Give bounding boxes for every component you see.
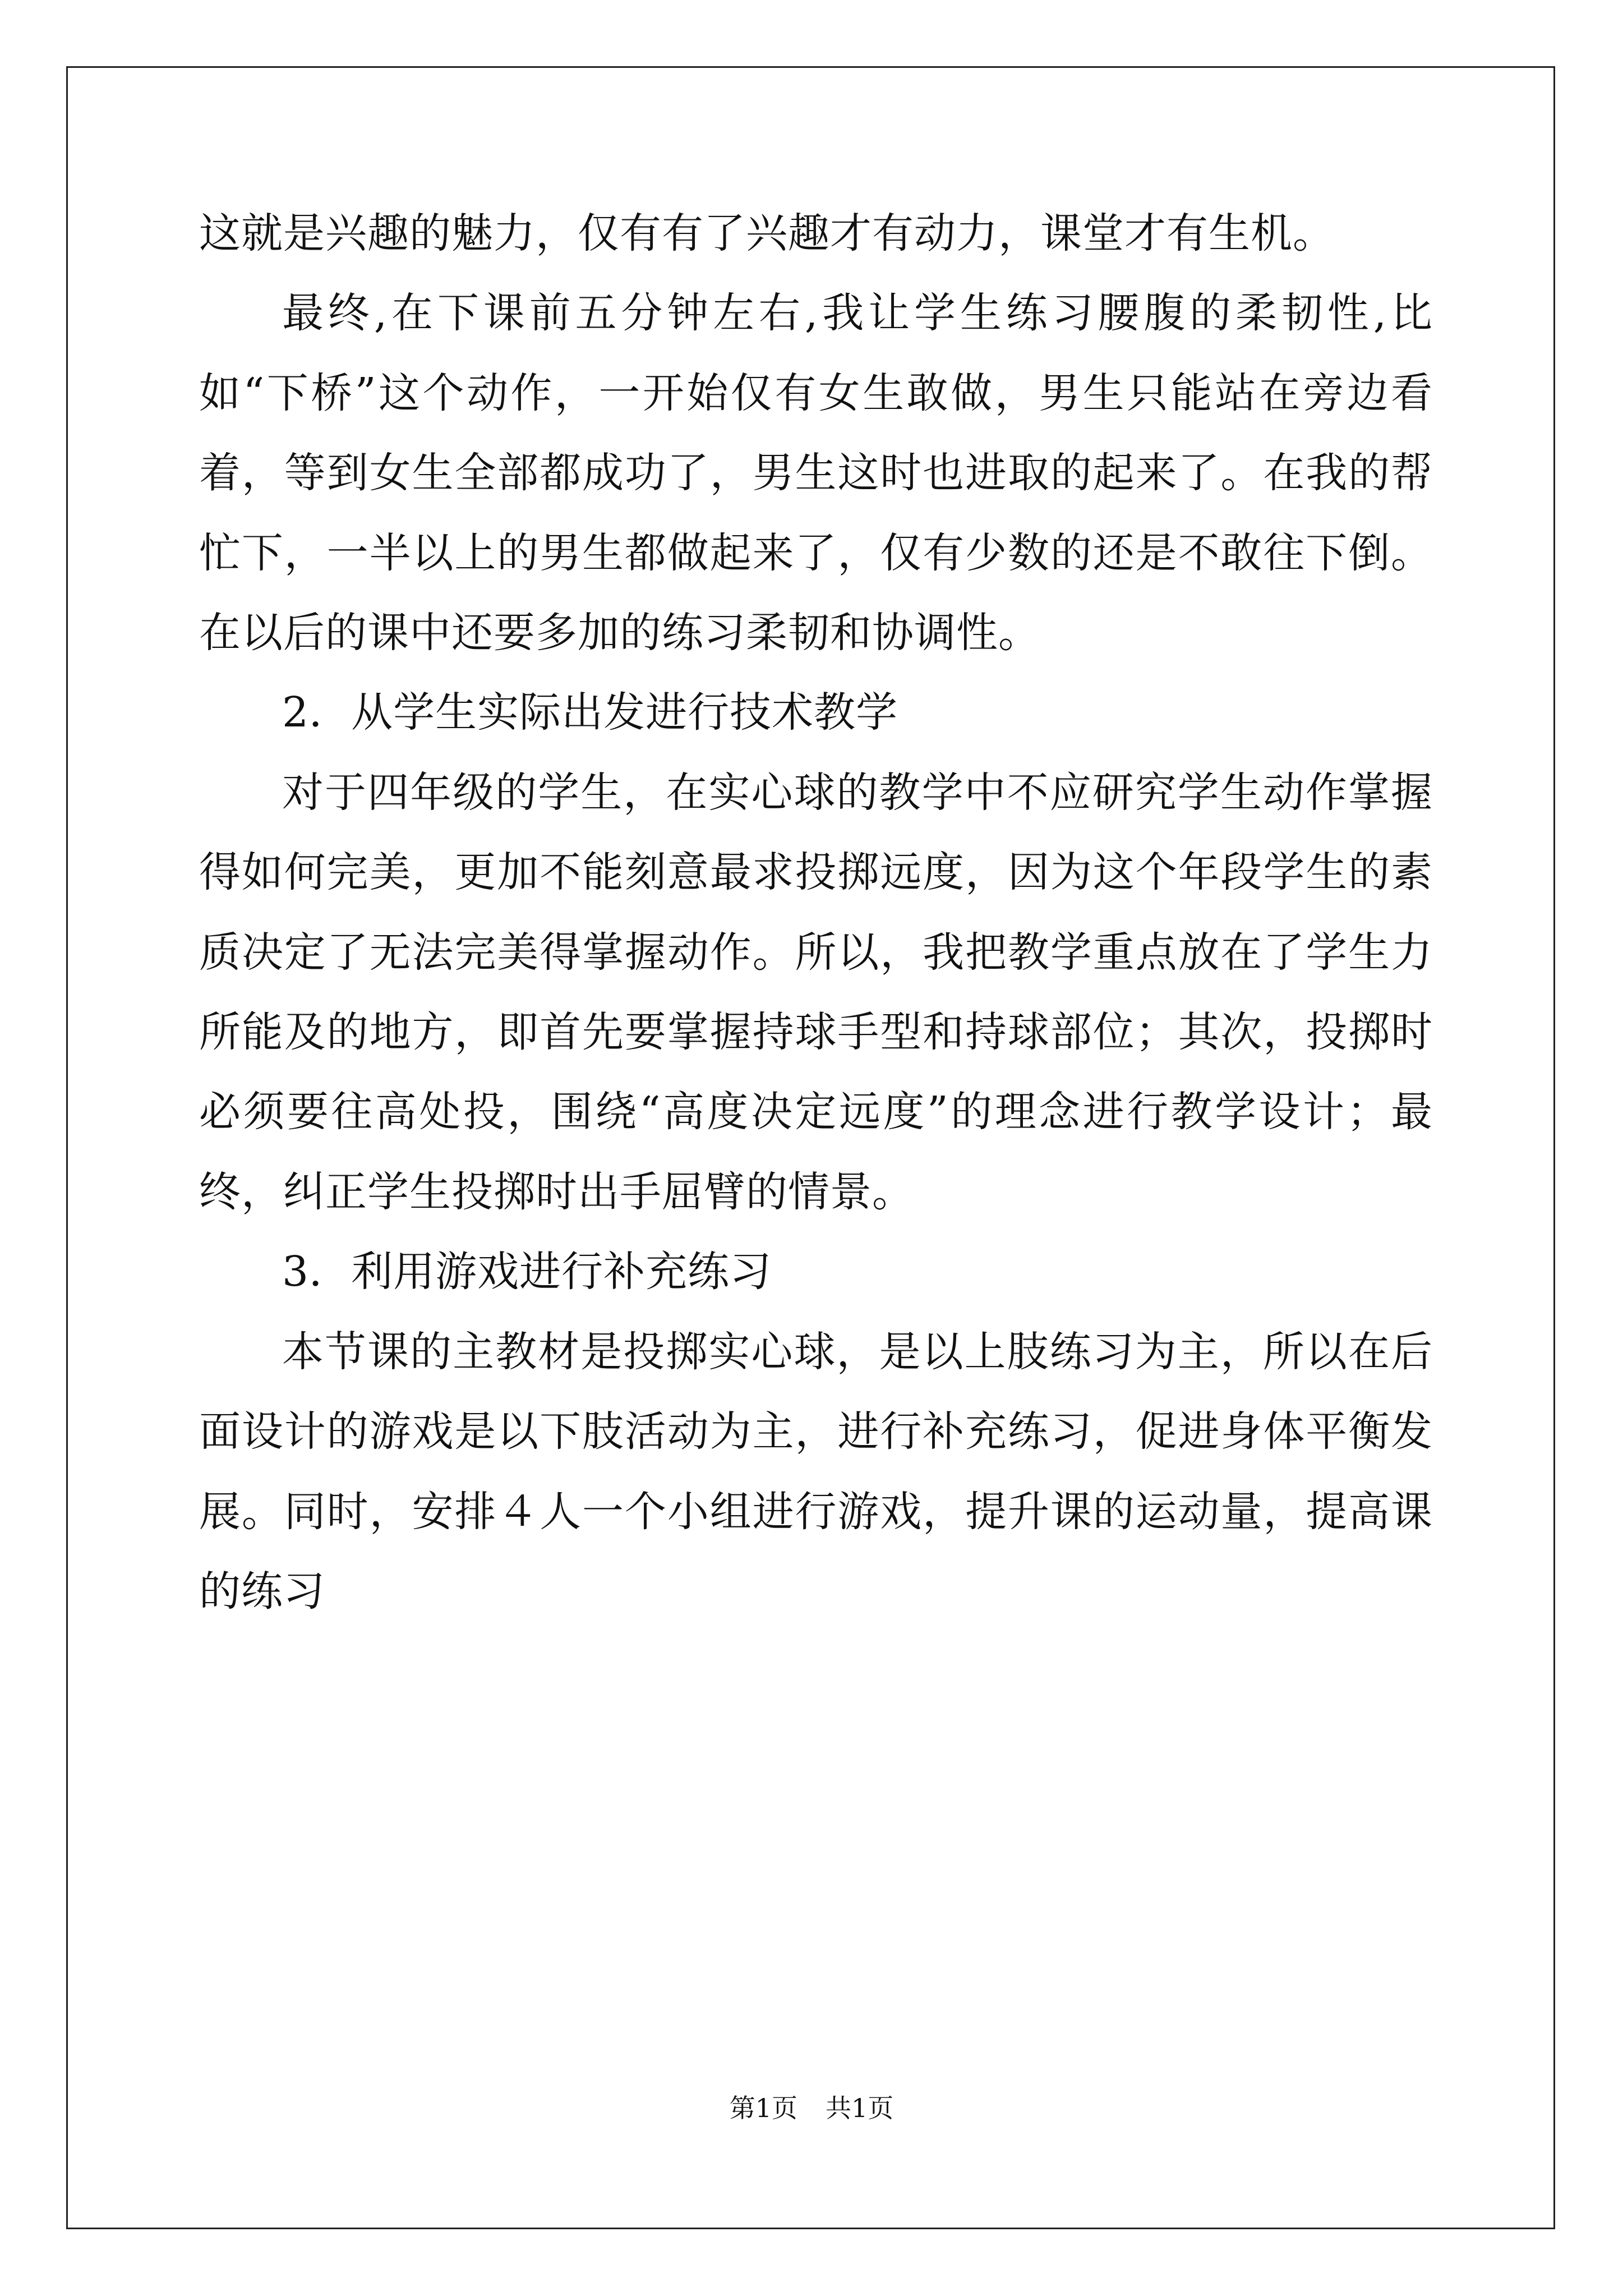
paragraph-2: 最终,在下课前五分钟左右,我让学生练习腰腹的柔韧性,比如“下桥”这个动作，一开始仅有女生敢做，男生只能站在旁边看着，等到女生全部都成功了，男生这时也进取的起来了。在我的帮忙下，一半以上的男生都做起来了，仅有少数的还是不敢往下倒。在以后的课中还要多加的练习柔韧和协调性。 — [199, 289, 1433, 657]
page-footer — [0, 2091, 1623, 2125]
section-heading-3: 3．利用游戏进行补充练习 — [282, 1248, 772, 1296]
section-heading-2: 2．从学生实际出发进行技术教学 — [282, 688, 898, 737]
paragraph-3: 对于四年级的学生，在实心球的教学中不应研究学生动作掌握得如何完美，更加不能刻意最求投掷远度，因为这个年段学生的素质决定了无法完美得掌握动作。所以，我把教学重点放在了学生力所能及的地方，即首先要掌握持球手型和持球部位；其次，投掷时必须要往高处投，围绕“高度决定远度”的理念进行教学设计；最终，纠正学生投掷时出手屈臂的情景。 — [199, 768, 1433, 1216]
paragraph-4: 本节课的主教材是投掷实心球，是以上肢练习为主，所以在后面设计的游戏是以下肢活动为主，进行补充练习，促进身体平衡发展。同时，安排４人一个小组进行游戏，提升课的运动量，提高课的练习 — [199, 1327, 1433, 1616]
document-body — [199, 194, 1433, 1631]
page-total: 共1页 — [826, 2093, 894, 2123]
paragraph-1: 这就是兴趣的魅力，仅有有了兴趣才有动力，课堂才有生机。 — [199, 209, 1335, 257]
page-number: 第1页 — [729, 2093, 797, 2123]
